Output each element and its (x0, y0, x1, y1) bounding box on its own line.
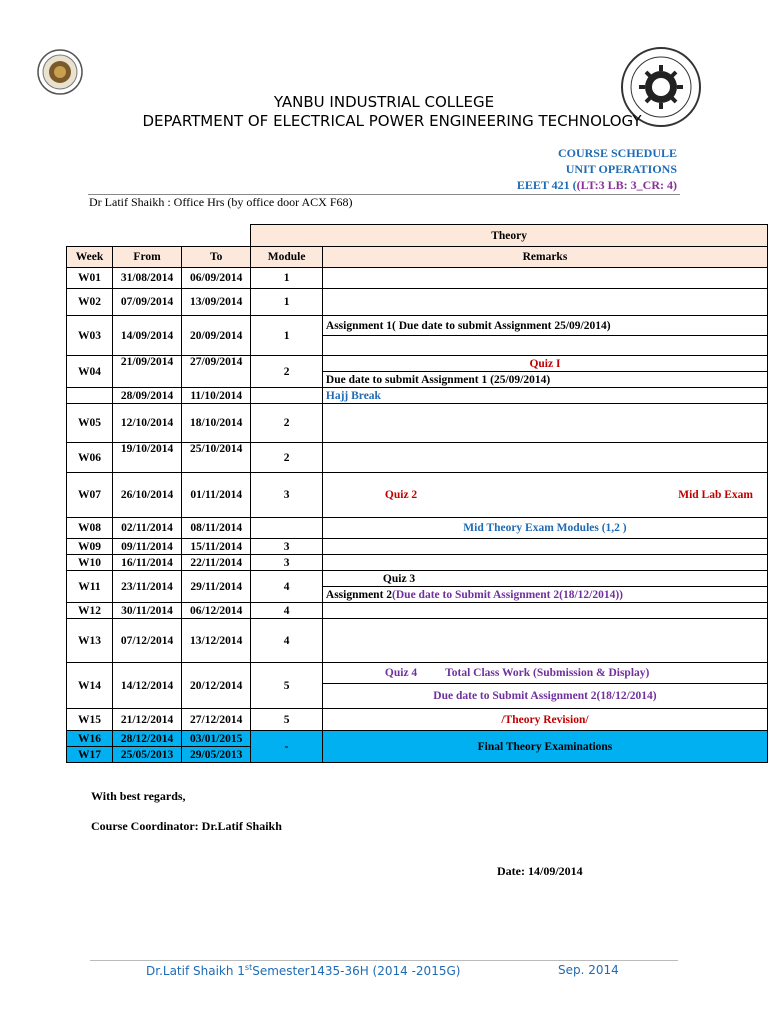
from-cell: 23/11/2014 (112, 571, 181, 603)
remarks-cell (322, 663, 767, 684)
to-cell: 27/09/2014 (182, 356, 251, 388)
col-module: Module (251, 247, 323, 268)
to-cell: 20/09/2014 (182, 316, 251, 356)
module-cell: 4 (251, 619, 323, 663)
from-cell: 07/12/2014 (112, 619, 181, 663)
week-cell: W07 (67, 473, 113, 518)
to-cell: 29/11/2014 (182, 571, 251, 603)
week-cell: W05 (67, 404, 113, 443)
week-cell: W04 (67, 356, 113, 388)
remarks-cell (322, 539, 767, 555)
to-cell: 03/01/2015 (182, 731, 251, 747)
mid-lab-remark: Mid Lab Exam (678, 489, 753, 501)
department-name: DEPARTMENT OF ELECTRICAL POWER ENGINEERING TECHNOLOGY (142, 112, 642, 130)
module-cell: 2 (251, 443, 323, 473)
from-cell: 09/11/2014 (112, 539, 181, 555)
module-cell: 4 (251, 571, 323, 603)
to-cell: 13/09/2014 (182, 289, 251, 316)
from-cell: 26/10/2014 (112, 473, 181, 518)
to-cell: 11/10/2014 (182, 388, 251, 404)
remarks-cell: Assignment 1( Due date to submit Assignment 25/09/2014) (322, 316, 767, 336)
table-row (67, 443, 768, 473)
assignment-due-remark: Due date to Submit Assignment 2(18/12/2014) (322, 684, 767, 709)
week-cell: W09 (67, 539, 113, 555)
to-cell: 27/12/2014 (182, 709, 251, 731)
footer-text: Dr.Latif Shaikh 1stSemester1435-36H (2014 -2015G) (146, 963, 461, 978)
week-cell: W12 (67, 603, 113, 619)
from-cell: 28/09/2014 (112, 388, 181, 404)
week-cell: W10 (67, 555, 113, 571)
from-cell: 07/09/2014 (112, 289, 181, 316)
col-week: Week (67, 247, 113, 268)
table-row (67, 571, 768, 587)
table-row (67, 404, 768, 443)
to-cell: 22/11/2014 (182, 555, 251, 571)
table-row (67, 316, 768, 336)
module-cell: 4 (251, 603, 323, 619)
table-row (67, 663, 768, 684)
from-cell: 19/10/2014 (112, 443, 181, 473)
to-cell: 13/12/2014 (182, 619, 251, 663)
quiz-remark: Quiz 3 (322, 571, 767, 587)
from-cell: 21/12/2014 (112, 709, 181, 731)
week-cell: W15 (67, 709, 113, 731)
table-row (67, 289, 768, 316)
to-cell: 06/12/2014 (182, 603, 251, 619)
footer-divider (90, 960, 678, 961)
quiz-remark: Quiz 2 (384, 489, 418, 501)
remarks-cell (322, 587, 767, 603)
theory-header: Theory (251, 225, 768, 247)
footer-date: Sep. 2014 (558, 963, 619, 977)
from-cell: 21/09/2014 (112, 356, 181, 388)
from-cell: 25/05/2013 (112, 747, 181, 763)
course-code: EEET 421 ((LT:3 LB: 3_CR: 4) (516, 178, 677, 192)
module-cell (251, 388, 323, 404)
course-schedule-table (66, 224, 768, 763)
module-cell (251, 518, 323, 539)
remarks-cell (322, 603, 767, 619)
to-cell: 01/11/2014 (182, 473, 251, 518)
week-cell: W08 (67, 518, 113, 539)
from-cell: 02/11/2014 (112, 518, 181, 539)
module-cell: 1 (251, 316, 323, 356)
table-row (67, 709, 768, 731)
class-work-remark: Total Class Work (Submission & Display) (445, 667, 650, 679)
from-cell: 30/11/2014 (112, 603, 181, 619)
to-cell: 15/11/2014 (182, 539, 251, 555)
col-remarks: Remarks (322, 247, 767, 268)
module-cell: - (251, 731, 323, 763)
final-exam-remark: Final Theory Examinations (322, 731, 767, 763)
remarks-cell (322, 555, 767, 571)
week-cell: W14 (67, 663, 113, 709)
remarks-cell (322, 268, 767, 289)
module-cell: 3 (251, 555, 323, 571)
quiz-remark: Quiz I (322, 356, 767, 372)
table-row (67, 539, 768, 555)
to-cell: 20/12/2014 (182, 663, 251, 709)
closing-regards: With best regards, (91, 789, 186, 803)
table-row (67, 603, 768, 619)
table-row (67, 388, 768, 404)
office-hours: Dr Latif Shaikh : Office Hrs (by office door ACX F68) (89, 195, 353, 209)
module-cell: 5 (251, 709, 323, 731)
revision-remark: /Theory Revision/ (322, 709, 767, 731)
remarks-cell (322, 473, 767, 518)
mid-theory-remark: Mid Theory Exam Modules (1,2 ) (322, 518, 767, 539)
module-cell: 5 (251, 663, 323, 709)
week-cell: W02 (67, 289, 113, 316)
table-row (67, 619, 768, 663)
table-row (67, 731, 768, 747)
week-cell: W01 (67, 268, 113, 289)
to-cell: 18/10/2014 (182, 404, 251, 443)
module-cell: 3 (251, 473, 323, 518)
remarks-cell (322, 619, 767, 663)
remarks-cell: Due date to submit Assignment 1 (25/09/2014) (322, 372, 767, 388)
document-date: Date: 14/09/2014 (497, 864, 583, 878)
table-row (67, 473, 768, 518)
assignment-label: Assignment 2 (325, 588, 393, 601)
from-cell: 28/12/2014 (112, 731, 181, 747)
college-seal-logo (36, 48, 84, 96)
week-cell: W17 (67, 747, 113, 763)
course-schedule-title: COURSE SCHEDULE (557, 146, 677, 160)
table-row (67, 268, 768, 289)
week-cell: W06 (67, 443, 113, 473)
from-cell: 12/10/2014 (112, 404, 181, 443)
module-cell: 1 (251, 289, 323, 316)
remarks-cell (322, 289, 767, 316)
course-unit: UNIT OPERATIONS (565, 162, 677, 176)
module-cell: 2 (251, 356, 323, 388)
to-cell: 08/11/2014 (182, 518, 251, 539)
college-name: YANBU INDUSTRIAL COLLEGE (273, 93, 495, 111)
hajj-remark: Hajj Break (322, 388, 767, 404)
quiz-remark: Quiz 4 (384, 667, 418, 679)
to-cell: 29/05/2013 (182, 747, 251, 763)
col-to: To (182, 247, 251, 268)
week-cell (67, 388, 113, 404)
table-row (67, 518, 768, 539)
table-row (67, 555, 768, 571)
module-cell: 3 (251, 539, 323, 555)
module-cell: 1 (251, 268, 323, 289)
remarks-cell (322, 404, 767, 443)
week-cell: W11 (67, 571, 113, 603)
week-cell: W16 (67, 731, 113, 747)
to-cell: 25/10/2014 (182, 443, 251, 473)
module-cell: 2 (251, 404, 323, 443)
week-cell: W13 (67, 619, 113, 663)
from-cell: 16/11/2014 (112, 555, 181, 571)
table-row (67, 356, 768, 372)
remarks-cell (322, 336, 767, 356)
remarks-cell (322, 443, 767, 473)
from-cell: 14/09/2014 (112, 316, 181, 356)
assignment-due-remark: (Due date to Submit Assignment 2(18/12/2014)) (392, 588, 624, 601)
course-coordinator: Course Coordinator: Dr.Latif Shaikh (91, 819, 282, 833)
from-cell: 31/08/2014 (112, 268, 181, 289)
week-cell: W03 (67, 316, 113, 356)
to-cell: 06/09/2014 (182, 268, 251, 289)
col-from: From (112, 247, 181, 268)
from-cell: 14/12/2014 (112, 663, 181, 709)
